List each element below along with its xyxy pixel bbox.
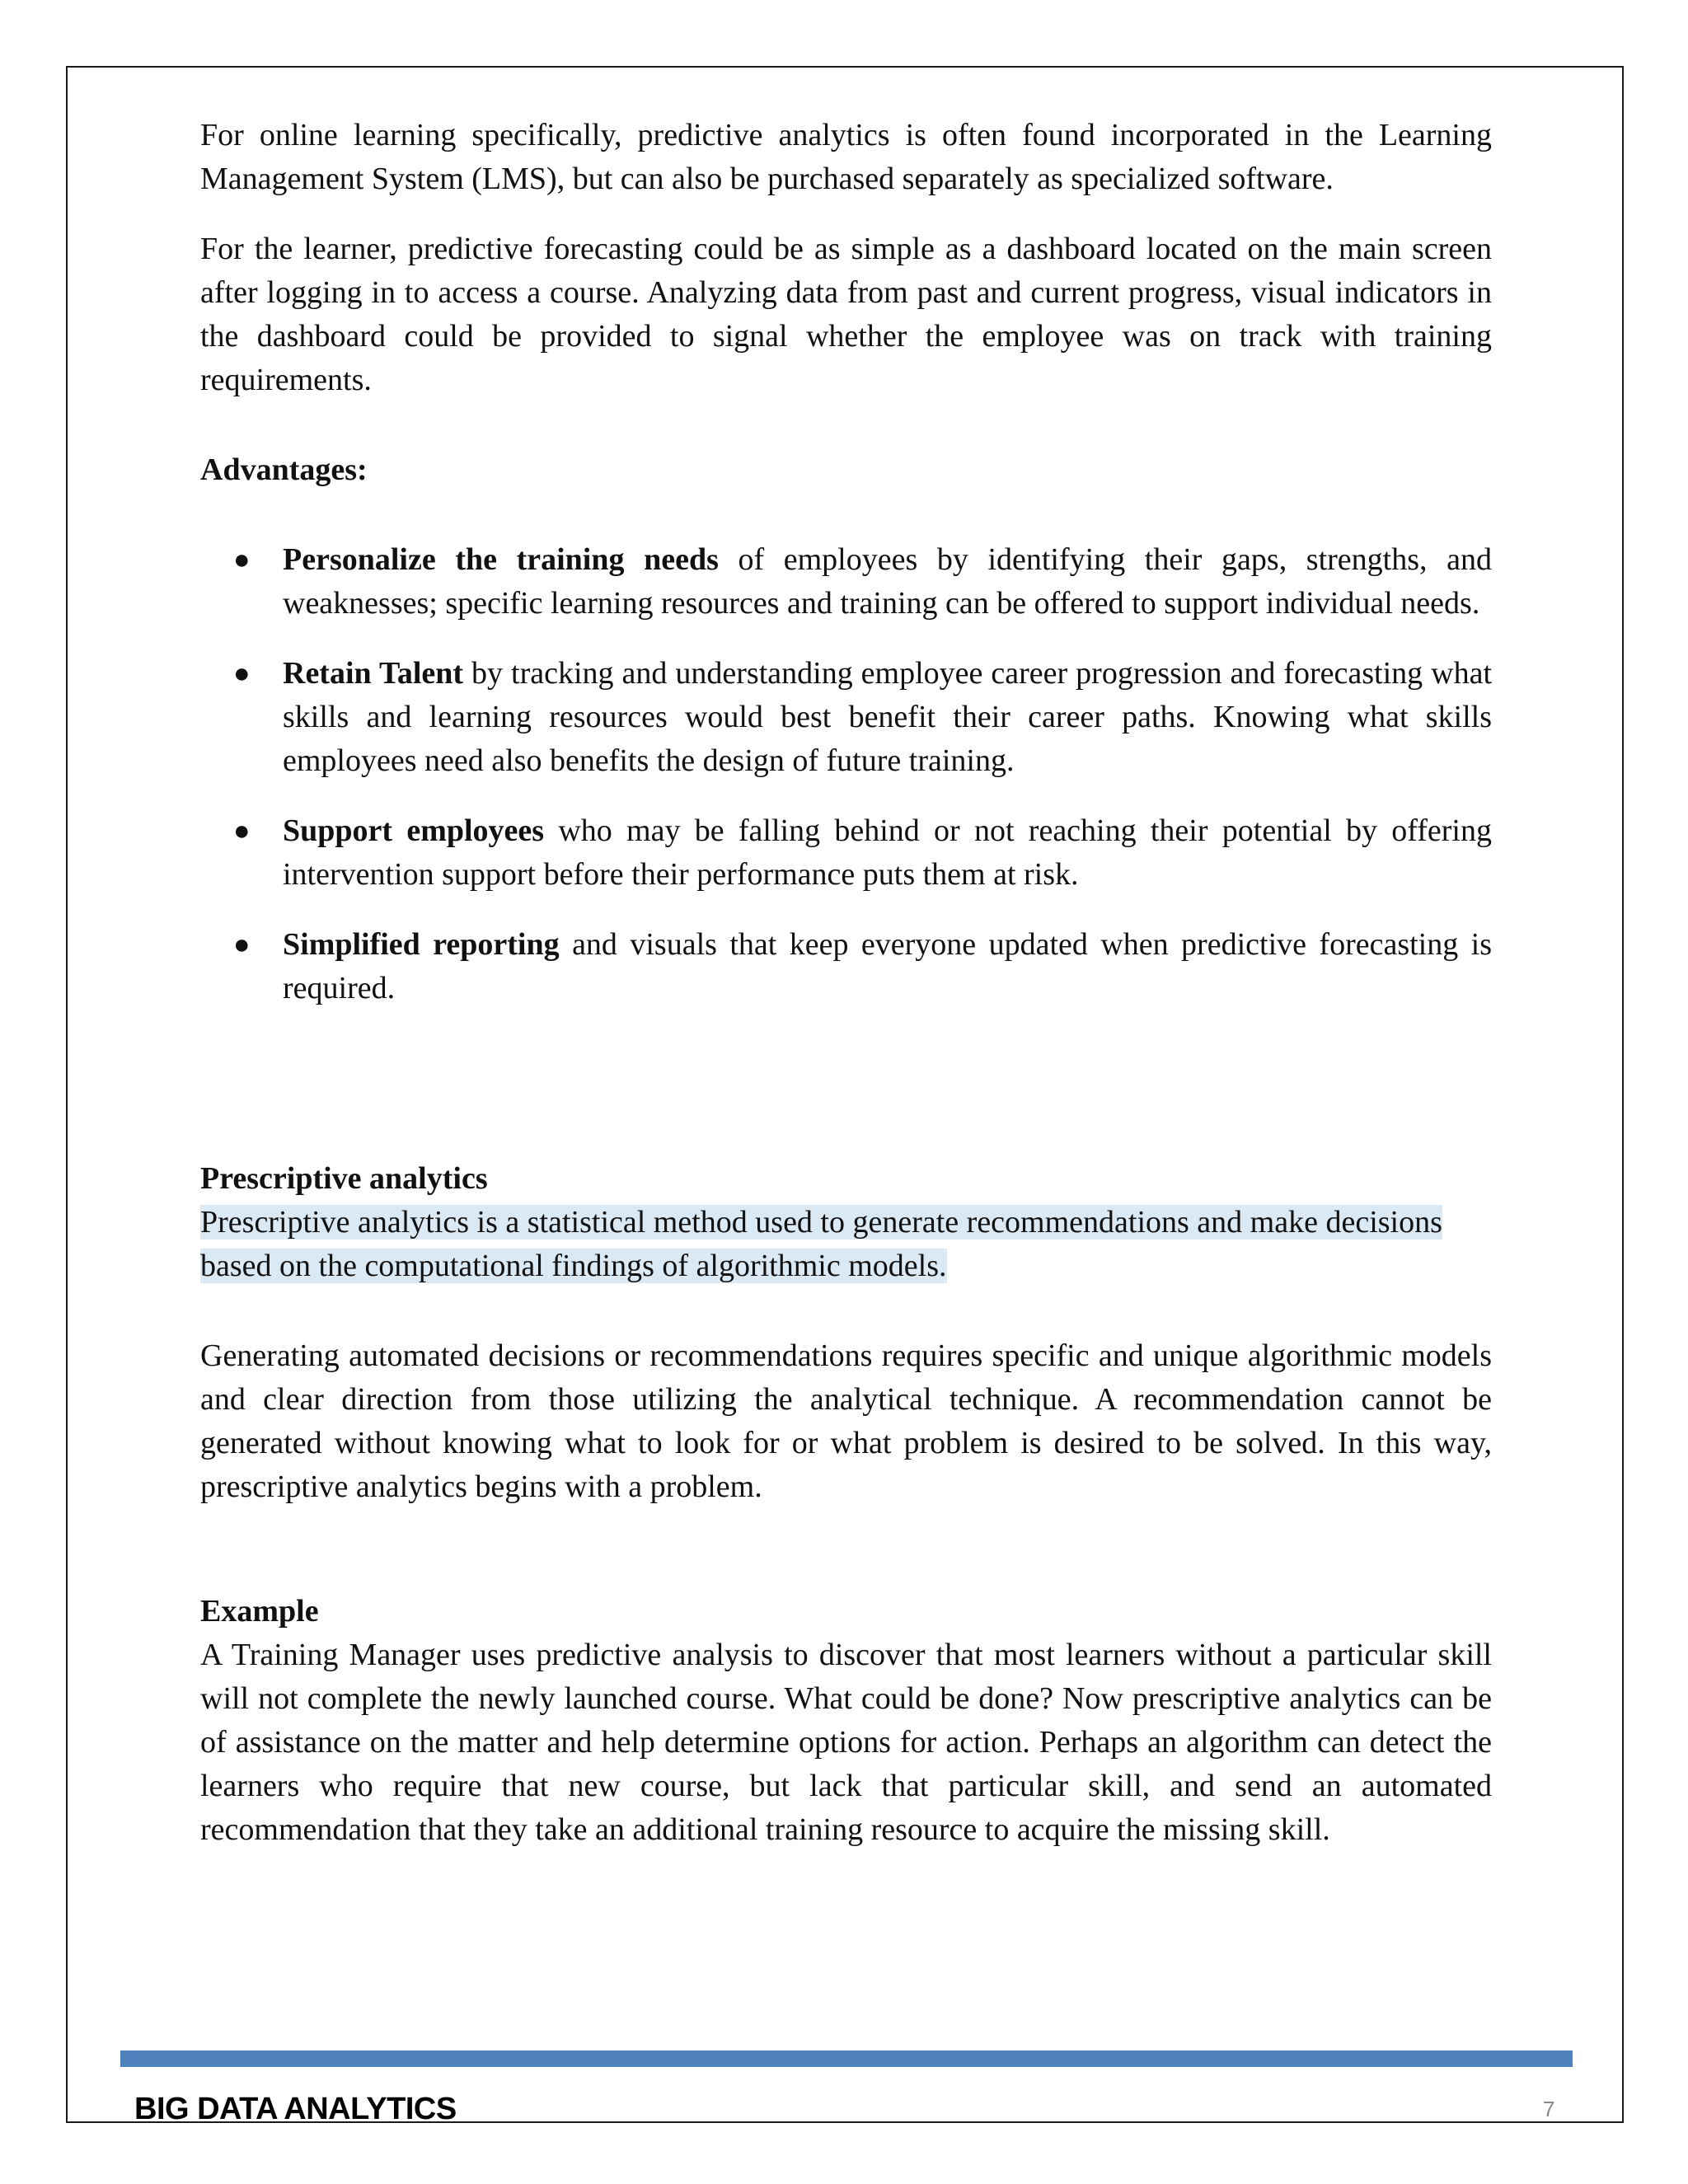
- bullet-icon: ●: [233, 658, 251, 689]
- example-paragraph: A Training Manager uses predictive analysis to discover that most learners without a particular skill will not complete the newly launched course. What could be done? Now prescriptive analytics can be of assistance on the matter and help determine options for action. Perhaps an algorithm can detect the learners who require that new course, but lack that particular skill, and send an automated recommendation that they take an additional training resource to acquire the missing skill.: [200, 1638, 1492, 1847]
- paragraph-learner-dashboard: For the learner, predictive forecasting could be as simple as a dashboard located on the main screen after logging in to access a course. Analyzing data from past and current progress, visual indicators in the dashboard could be provided to signal whether the employee was on track with training requirements.: [200, 232, 1492, 397]
- bullet-icon: ●: [233, 930, 251, 960]
- example-heading: Example: [200, 1594, 319, 1629]
- advantage-text: who may be falling behind or not reaching their potential by offering intervention support before their performance puts them at risk.: [283, 813, 1492, 892]
- advantage-text: by tracking and understanding employee career progression and forecasting what skills and learning resources would best benefit their career paths. Knowing what skills employees need also benefits the design of future training.: [283, 656, 1493, 778]
- list-item: [200, 923, 1492, 1010]
- prescriptive-heading: Prescriptive analytics: [200, 1161, 488, 1196]
- list-item: [200, 538, 1492, 626]
- advantage-term: Simplified reporting: [283, 927, 560, 962]
- advantage-term: Support employees: [283, 813, 545, 848]
- advantage-text: of employees by identifying their gaps, strengths, and weaknesses; specific learning resources and training can be offered to support individual needs.: [283, 542, 1492, 621]
- list-item: [200, 809, 1492, 897]
- bullet-icon: ●: [233, 816, 251, 846]
- footer-title: BIG DATA ANALYTICS: [134, 2092, 457, 2126]
- paragraph-lms: For online learning specifically, predictive analytics is often found incorporated in the Learning Management System (LMS), but can also be purchased separately as specialized software.: [200, 118, 1492, 196]
- prescriptive-paragraph: Generating automated decisions or recommendations requires specific and unique algorithmic models and clear direction from those utilizing the analytical technique. A recommendation cannot be generated without knowing what to look for or what problem is desired to be solved. In this way, prescriptive analytics begins with a problem.: [200, 1338, 1492, 1504]
- prescriptive-definition: [200, 1201, 1492, 1288]
- highlighted-text: Prescriptive analytics is a statistical method used to generate recommendations and make decisions: [200, 1205, 1442, 1240]
- advantage-text: and visuals that keep everyone updated when predictive forecasting is required.: [283, 927, 1493, 1005]
- highlighted-text: based on the computational findings of algorithmic models.: [200, 1249, 947, 1283]
- page-body: [200, 114, 1492, 1852]
- footer-rule: [120, 2050, 1573, 2067]
- advantage-term: Personalize the training needs: [283, 542, 719, 577]
- advantage-term: Retain Talent: [283, 656, 464, 691]
- bullet-icon: ●: [233, 545, 251, 575]
- advantages-heading: Advantages:: [200, 452, 368, 487]
- page-number: 7: [1543, 2097, 1555, 2121]
- list-item: [200, 652, 1492, 783]
- advantages-list: [200, 538, 1492, 1010]
